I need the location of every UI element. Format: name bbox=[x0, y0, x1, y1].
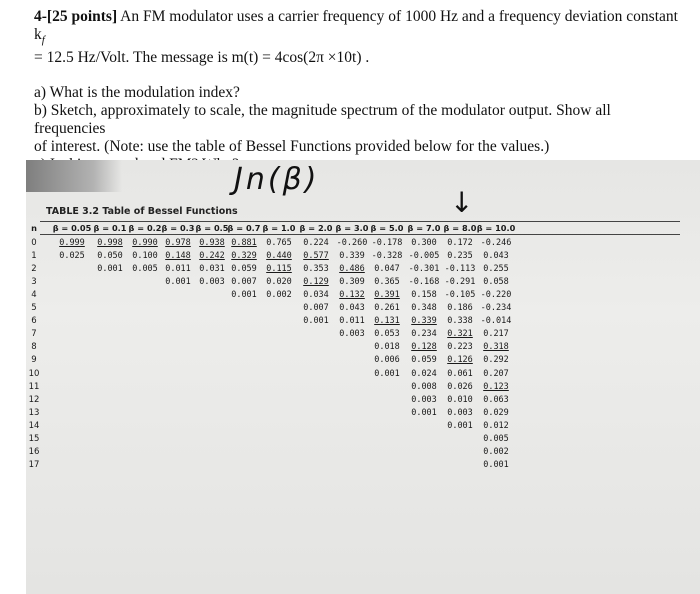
table-cell: -0.234 bbox=[480, 303, 512, 314]
table-cell: 0.115 bbox=[266, 264, 292, 275]
table-cell: -0.168 bbox=[408, 277, 440, 288]
table-cell: 0.001 bbox=[303, 316, 329, 327]
header-beta: β = 0.05 bbox=[52, 223, 92, 233]
row-index: 12 bbox=[28, 394, 40, 405]
table-cell: 0.128 bbox=[411, 342, 437, 353]
header-beta: β = 1.0 bbox=[262, 223, 296, 233]
table-cell: -0.246 bbox=[480, 238, 512, 248]
table-cell: 0.003 bbox=[411, 394, 437, 405]
table-cell: 0.003 bbox=[339, 329, 365, 340]
table-cell: -0.005 bbox=[408, 251, 440, 262]
table-cell: 0.131 bbox=[374, 316, 400, 327]
header-beta: β = 5.0 bbox=[370, 223, 404, 233]
table-cell: 0.339 bbox=[339, 251, 365, 262]
table-cell: 0.025 bbox=[59, 251, 85, 262]
table-cell: 0.059 bbox=[411, 355, 437, 366]
table-cell: -0.260 bbox=[336, 238, 368, 248]
table-cell: 0.007 bbox=[303, 303, 329, 314]
problem-line-2: = 12.5 Hz/Volt. The message is m(t) = 4cos(2π ×10t) . bbox=[34, 49, 370, 67]
table-cell: 0.018 bbox=[374, 342, 400, 353]
header-beta: β = 0.7 bbox=[227, 223, 261, 233]
header-beta: β = 0.3 bbox=[161, 223, 195, 233]
table-cell: 0.006 bbox=[374, 355, 400, 366]
table-cell: 0.172 bbox=[447, 238, 473, 248]
table-cell: 0.300 bbox=[411, 238, 437, 248]
table-cell: 0.043 bbox=[483, 251, 509, 262]
table-cell: 0.224 bbox=[303, 238, 329, 248]
table-cell: 0.010 bbox=[447, 394, 473, 405]
table-cell: 0.034 bbox=[303, 290, 329, 301]
table-cell: 0.309 bbox=[339, 277, 365, 288]
row-index: 3 bbox=[31, 277, 37, 288]
table-cell: 0.292 bbox=[483, 355, 509, 366]
table-cell: 0.059 bbox=[231, 264, 257, 275]
handwritten-arrow: ↓ bbox=[450, 186, 474, 219]
table-cell: 0.440 bbox=[266, 251, 292, 262]
header-beta: β = 0.2 bbox=[128, 223, 162, 233]
table-cell: 0.001 bbox=[231, 290, 257, 301]
table-cell: 0.148 bbox=[165, 251, 191, 262]
question-a: a) What is the modulation index? bbox=[34, 84, 240, 102]
table-cell: 0.998 bbox=[97, 238, 123, 248]
table-cell: 0.235 bbox=[447, 251, 473, 262]
table-cell: 0.058 bbox=[483, 277, 509, 288]
table-cell: 0.234 bbox=[411, 329, 437, 340]
table-cell: -0.220 bbox=[480, 290, 512, 301]
row-index: 8 bbox=[31, 342, 37, 353]
table-cell: 0.047 bbox=[374, 264, 400, 275]
handwritten-note: Jn(β) bbox=[234, 162, 320, 197]
header-n: n bbox=[31, 223, 37, 233]
table-cell: 0.881 bbox=[231, 238, 257, 248]
table-cell: 0.020 bbox=[266, 277, 292, 288]
table-cell: 0.012 bbox=[483, 420, 509, 431]
table-cell: 0.765 bbox=[266, 238, 292, 248]
header-beta: β = 2.0 bbox=[299, 223, 333, 233]
row-index: 15 bbox=[28, 433, 40, 444]
table-cell: 0.011 bbox=[165, 264, 191, 275]
table-cell: 0.007 bbox=[231, 277, 257, 288]
table-cell: 0.318 bbox=[483, 342, 509, 353]
table-header-rule bbox=[40, 234, 680, 235]
table-cell: 0.217 bbox=[483, 329, 509, 340]
problem-line-1: 4-[25 points] An FM modulator uses a carrier frequency of 1000 Hz and a frequency deviation constant $k_f$ bbox=[34, 8, 678, 47]
table-cell: 0.126 bbox=[447, 355, 473, 366]
bessel-table-photo bbox=[26, 160, 700, 594]
row-index: 6 bbox=[31, 316, 37, 327]
table-cell: 0.026 bbox=[447, 381, 473, 392]
table-cell: 0.158 bbox=[411, 290, 437, 301]
row-index: 11 bbox=[28, 381, 40, 392]
table-cell: 0.223 bbox=[447, 342, 473, 353]
table-cell: 0.001 bbox=[411, 407, 437, 418]
table-cell: 0.990 bbox=[132, 238, 158, 248]
table-top-rule bbox=[40, 221, 680, 222]
row-index: 0 bbox=[31, 238, 37, 248]
table-cell: 0.123 bbox=[483, 381, 509, 392]
table-cell: 0.043 bbox=[339, 303, 365, 314]
table-cell: 0.002 bbox=[266, 290, 292, 301]
table-cell: 0.186 bbox=[447, 303, 473, 314]
table-cell: 0.003 bbox=[199, 277, 225, 288]
row-index: 16 bbox=[28, 446, 40, 457]
table-cell: 0.001 bbox=[447, 420, 473, 431]
row-index: 13 bbox=[28, 407, 40, 418]
table-cell: -0.014 bbox=[480, 316, 512, 327]
table-cell: 0.001 bbox=[97, 264, 123, 275]
table-cell: 0.061 bbox=[447, 368, 473, 379]
table-cell: 0.001 bbox=[483, 459, 509, 470]
row-index: 14 bbox=[28, 420, 40, 431]
table-cell: 0.577 bbox=[303, 251, 329, 262]
table-cell: -0.328 bbox=[371, 251, 403, 262]
row-index: 2 bbox=[31, 264, 37, 275]
header-beta: β = 10.0 bbox=[476, 223, 516, 233]
table-cell: 0.365 bbox=[374, 277, 400, 288]
row-index: 10 bbox=[28, 368, 40, 379]
table-cell: 0.001 bbox=[374, 368, 400, 379]
table-cell: 0.339 bbox=[411, 316, 437, 327]
table-cell: 0.031 bbox=[199, 264, 225, 275]
table-cell: 0.391 bbox=[374, 290, 400, 301]
table-cell: 0.978 bbox=[165, 238, 191, 248]
header-beta: β = 7.0 bbox=[407, 223, 441, 233]
table-cell: 0.002 bbox=[483, 446, 509, 457]
header-beta: β = 0.5 bbox=[195, 223, 229, 233]
table-cell: 0.207 bbox=[483, 368, 509, 379]
question-b-line-2: of interest. (Note: use the table of Bessel Functions provided below for the values.) bbox=[34, 138, 550, 156]
table-cell: 0.008 bbox=[411, 381, 437, 392]
table-cell: 0.999 bbox=[59, 238, 85, 248]
subscript-f: f bbox=[41, 34, 45, 47]
table-cell: 0.261 bbox=[374, 303, 400, 314]
table-cell: 0.338 bbox=[447, 316, 473, 327]
table-cell: 0.024 bbox=[411, 368, 437, 379]
table-cell: 0.005 bbox=[483, 433, 509, 444]
table-cell: 0.255 bbox=[483, 264, 509, 275]
table-cell: 0.132 bbox=[339, 290, 365, 301]
table-cell: 0.001 bbox=[165, 277, 191, 288]
row-index: 5 bbox=[31, 303, 37, 314]
table-cell: 0.063 bbox=[483, 394, 509, 405]
row-index: 17 bbox=[28, 459, 40, 470]
table-cell: 0.938 bbox=[199, 238, 225, 248]
header-beta: β = 0.1 bbox=[93, 223, 127, 233]
table-cell: -0.178 bbox=[371, 238, 403, 248]
table-cell: 0.029 bbox=[483, 407, 509, 418]
row-index: 7 bbox=[31, 329, 37, 340]
table-cell: 0.348 bbox=[411, 303, 437, 314]
table-cell: 0.242 bbox=[199, 251, 225, 262]
table-cell: -0.301 bbox=[408, 264, 440, 275]
table-cell: 0.321 bbox=[447, 329, 473, 340]
problem-number: 4-[25 points] bbox=[34, 8, 118, 25]
header-beta: β = 8.0 bbox=[443, 223, 477, 233]
table-cell: 0.486 bbox=[339, 264, 365, 275]
table-cell: 0.011 bbox=[339, 316, 365, 327]
question-b-line-1: b) Sketch, approximately to scale, the magnitude spectrum of the modulator output. Show all frequencies bbox=[34, 102, 611, 138]
table-cell: 0.053 bbox=[374, 329, 400, 340]
row-index: 4 bbox=[31, 290, 37, 301]
table-cell: 0.353 bbox=[303, 264, 329, 275]
table-cell: 0.005 bbox=[132, 264, 158, 275]
table-cell: -0.113 bbox=[444, 264, 476, 275]
table-cell: 0.050 bbox=[97, 251, 123, 262]
table-caption: TABLE 3.2 Table of Bessel Functions bbox=[46, 206, 238, 217]
table-cell: -0.105 bbox=[444, 290, 476, 301]
header-beta: β = 3.0 bbox=[335, 223, 369, 233]
table-cell: 0.003 bbox=[447, 407, 473, 418]
table-cell: -0.291 bbox=[444, 277, 476, 288]
table-cell: 0.100 bbox=[132, 251, 158, 262]
row-index: 1 bbox=[31, 251, 37, 262]
photo-shadow bbox=[26, 160, 122, 192]
row-index: 9 bbox=[31, 355, 37, 366]
table-cell: 0.129 bbox=[303, 277, 329, 288]
table-cell: 0.329 bbox=[231, 251, 257, 262]
problem-statement bbox=[34, 8, 684, 174]
